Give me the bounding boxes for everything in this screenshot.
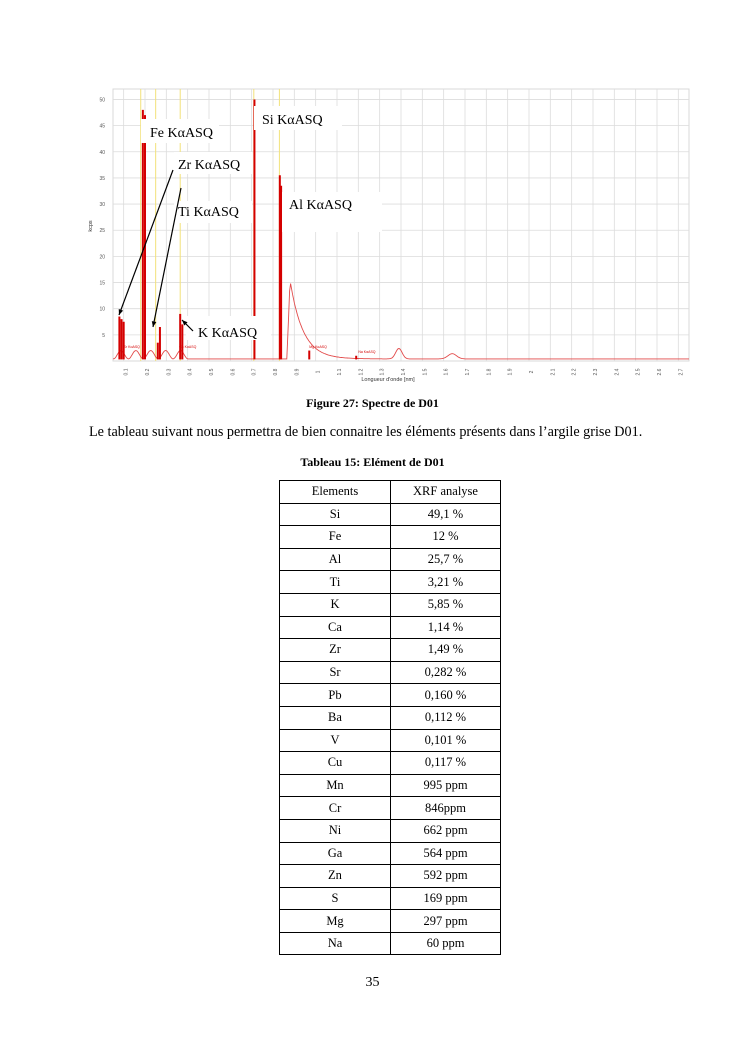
xrf-value-cell: 3,21 % [391,571,501,594]
annotation-label: Zr KαASQ [178,158,241,173]
element-cell: Ni [280,819,391,842]
x-tick-label: 1.9 [507,368,514,376]
table-row [280,684,501,707]
element-cell: Si [280,503,391,526]
y-tick-label: 20 [99,254,105,261]
table-row [280,661,501,684]
xrf-value-cell: 0,282 % [391,661,501,684]
element-cell: Fe [280,526,391,549]
x-tick-label: 2 [529,370,535,374]
table-row [280,774,501,797]
table-row [280,729,501,752]
x-tick-label: 2.1 [550,368,557,376]
xrf-table [279,480,501,955]
y-axis-label: kcps [88,220,94,232]
element-cell: Na [280,932,391,955]
x-tick-label: 2.6 [657,368,663,376]
xrf-value-cell: 1,14 % [391,616,501,639]
element-cell: Zn [280,865,391,888]
table-row [280,526,501,549]
x-tick-label: 0.5 [209,368,215,376]
x-tick-label: 2.7 [678,368,685,376]
table-row [280,910,501,933]
element-cell: Ga [280,842,391,865]
y-tick-label: 10 [99,306,105,313]
xrf-value-cell: 169 ppm [391,887,501,910]
x-tick-label: 1.8 [486,368,493,376]
y-tick-label: 35 [99,175,105,182]
y-tick-label: 30 [99,202,105,209]
y-tick-label: 40 [99,149,105,156]
element-cell: S [280,887,391,910]
element-cell: Cu [280,752,391,775]
xrf-value-cell: 297 ppm [391,910,501,933]
x-axis-label: Longueur d'onde [nm] [361,377,415,383]
xrf-value-cell: 0,117 % [391,752,501,775]
page-number: 35 [365,975,380,990]
x-tick-label: 0.7 [251,368,258,376]
y-tick-label: 15 [99,280,105,287]
x-tick-label: 0.2 [145,368,151,376]
x-tick-label: 1.1 [337,368,343,376]
table-row [280,752,501,775]
spectrum-chart [86,86,692,386]
annotation-label: Ti KαASQ [178,205,239,220]
xrf-value-cell: 60 ppm [391,932,501,955]
element-cell: Zr [280,639,391,662]
x-tick-label: 2.2 [571,368,578,376]
xrf-value-cell: 662 ppm [391,819,501,842]
annotation-label: Fe KαASQ [150,126,213,141]
table-row [280,865,501,888]
table-row [280,616,501,639]
x-tick-label: 2.4 [614,368,621,376]
y-tick-label: 50 [99,97,105,104]
table-row [280,639,501,662]
xrf-value-cell: 0,112 % [391,706,501,729]
table-header-row [280,481,501,504]
x-tick-label: 1 [315,370,322,374]
xrf-value-cell: 1,49 % [391,639,501,662]
xrf-value-cell: 25,7 % [391,548,501,571]
xrf-value-cell: 5,85 % [391,593,501,616]
header-xrf: XRF analyse [391,481,501,504]
x-tick-label: 0.6 [230,368,237,376]
xrf-value-cell: 592 ppm [391,865,501,888]
header-elements: Elements [280,481,391,504]
element-cell: Cr [280,797,391,820]
figure-caption: Figure 27: Spectre de D01 [306,396,439,410]
x-tick-label: 0.8 [273,368,279,376]
small-peak-label: Na KαASQ [358,350,376,355]
y-tick-label: 25 [99,228,105,235]
table-row [280,932,501,955]
xrf-value-cell: 0,101 % [391,729,501,752]
x-tick-label: 0.1 [123,368,130,376]
small-peak-label: Mg KαASQ [309,344,327,349]
element-cell: Ba [280,706,391,729]
xrf-value-cell: 846ppm [391,797,501,820]
x-tick-label: 1.2 [358,368,365,376]
x-tick-label: 2.5 [635,368,642,376]
table-row [280,819,501,842]
table-caption: Tableau 15: Elément de D01 [300,455,445,469]
y-tick-label: 5 [102,332,105,339]
xrf-value-cell: 995 ppm [391,774,501,797]
annotation-label: K KαASQ [198,326,258,341]
y-tick-label: 45 [99,123,105,130]
table-row [280,593,501,616]
table-row [280,503,501,526]
x-tick-label: 0.3 [166,368,173,376]
x-tick-label: 1.4 [401,368,407,376]
body-paragraph: Le tableau suivant nous permettra de bien connaitre les éléments présents dans l’argile grise D01. [89,424,643,440]
small-peak-label: Sr KαASQ [123,344,140,349]
x-tick-label: 0.4 [187,368,194,376]
element-cell: Sr [280,661,391,684]
table-row [280,887,501,910]
element-cell: V [280,729,391,752]
annotation-label: Si KαASQ [262,113,323,128]
table-row [280,797,501,820]
x-tick-label: 1.3 [379,368,386,376]
element-cell: Pb [280,684,391,707]
element-cell: Ti [280,571,391,594]
table-row [280,571,501,594]
element-cell: Mg [280,910,391,933]
table-row [280,548,501,571]
element-cell: Mn [280,774,391,797]
x-tick-label: 1.7 [465,368,471,376]
x-tick-label: 0.9 [294,368,301,376]
xrf-value-cell: 564 ppm [391,842,501,865]
xrf-value-cell: 0,160 % [391,684,501,707]
element-cell: K [280,593,391,616]
element-cell: Ca [280,616,391,639]
x-tick-label: 1.5 [422,368,429,376]
x-tick-label: 2.3 [593,368,599,376]
annotation-label: Al KαASQ [289,198,352,213]
xrf-value-cell: 12 % [391,526,501,549]
table-row [280,706,501,729]
xrf-value-cell: 49,1 % [391,503,501,526]
element-cell: Al [280,548,391,571]
x-tick-label: 1.6 [443,368,450,376]
small-peak-label: Ca KαASQ [179,344,197,349]
table-row [280,842,501,865]
